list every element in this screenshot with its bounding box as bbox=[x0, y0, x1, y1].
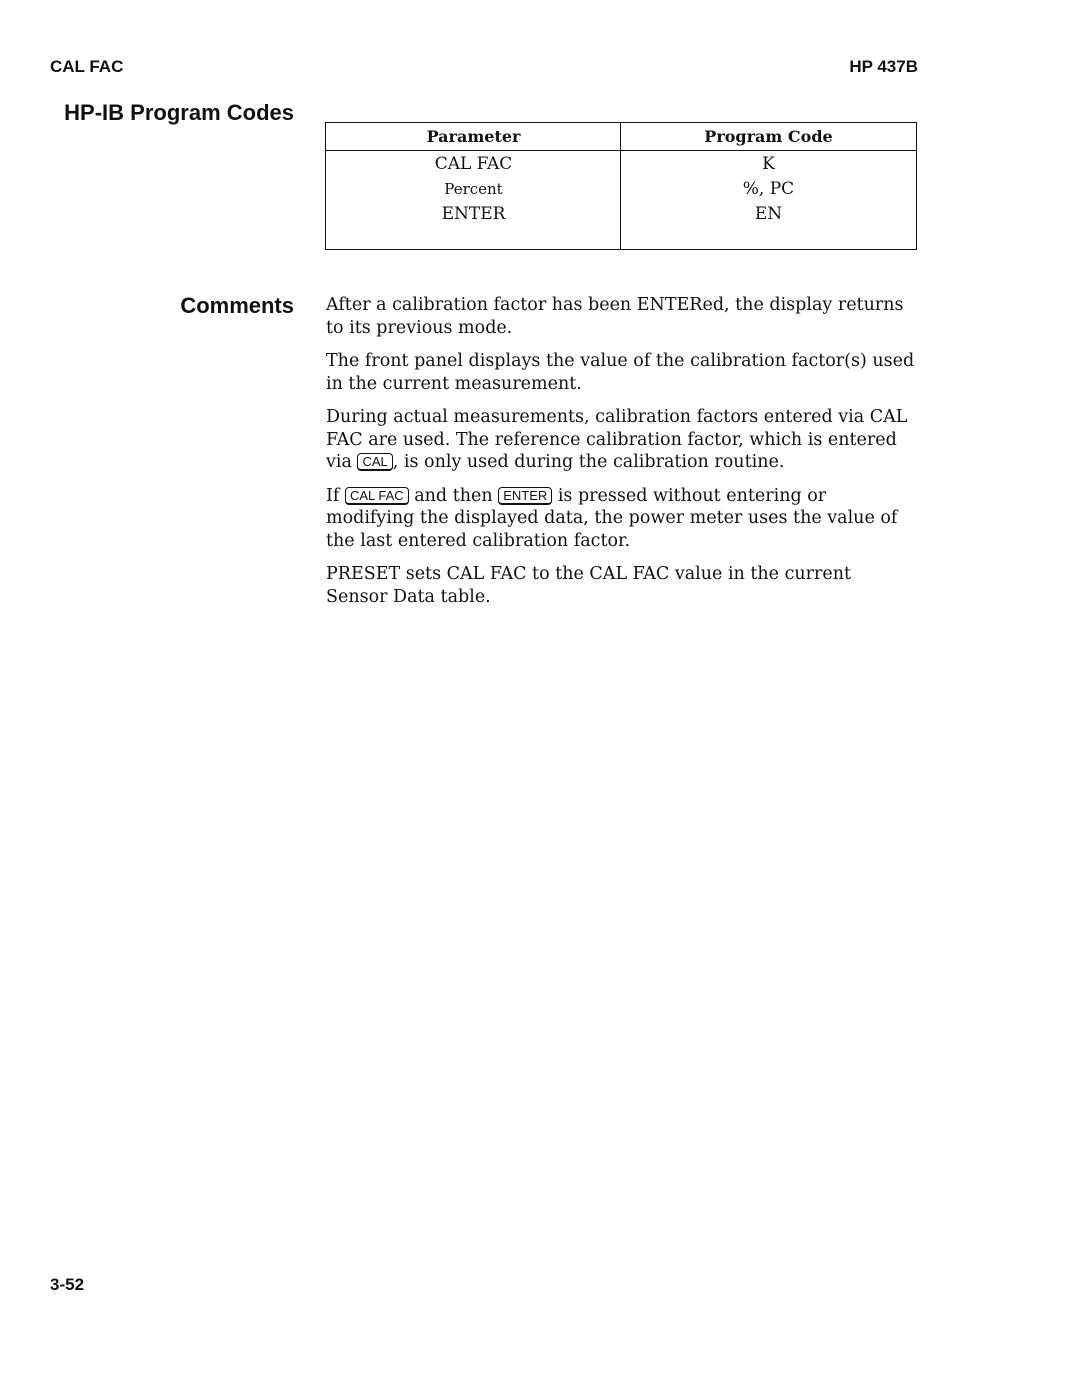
enter-key-icon: ENTER bbox=[498, 487, 552, 505]
program-code-cell: K bbox=[762, 153, 775, 174]
parameter-cell: Percent bbox=[444, 179, 503, 198]
comment-text: and then bbox=[408, 485, 499, 506]
comment-paragraph-4 bbox=[326, 485, 918, 553]
table-row bbox=[326, 151, 916, 177]
comment-paragraph-3 bbox=[326, 406, 918, 474]
running-header-right: HP 437B bbox=[849, 57, 918, 76]
table-column-divider bbox=[620, 123, 621, 249]
running-header-left: CAL FAC bbox=[50, 57, 124, 76]
program-codes-table bbox=[325, 122, 917, 250]
comments-body bbox=[326, 294, 918, 619]
comment-text: , is only used during the calibration routine. bbox=[392, 452, 785, 472]
parameter-cell: ENTER bbox=[441, 203, 506, 224]
comments-heading: Comments bbox=[180, 293, 294, 318]
comment-text: During actual measurements, calibration factors entered via CAL FAC are used. The reference calibration factor, which is entered via bbox=[326, 407, 908, 472]
comment-paragraph-1: After a calibration factor has been ENTERed, the display returns to its previous mode. bbox=[326, 295, 904, 338]
cal-key-icon: CAL bbox=[357, 453, 392, 471]
program-code-cell: EN bbox=[754, 203, 783, 224]
column-header-program-code: Program Code bbox=[621, 123, 916, 151]
cal-fac-key-icon: CAL FAC bbox=[345, 487, 409, 505]
program-code-cell: %, PC bbox=[742, 178, 795, 199]
comment-text: is pressed without entering or modifying the displayed data, the power meter uses the value of the last entered calibration factor. bbox=[326, 485, 898, 551]
comment-paragraph-2: The front panel displays the value of the calibration factor(s) used in the current measurement. bbox=[326, 351, 915, 394]
column-header-parameter: Parameter bbox=[326, 123, 621, 151]
table-header-row bbox=[326, 123, 916, 151]
comment-paragraph-5: PRESET sets CAL FAC to the CAL FAC value in the current Sensor Data table. bbox=[326, 564, 852, 607]
comment-text: If bbox=[326, 485, 345, 506]
program-codes-heading: HP-IB Program Codes bbox=[64, 100, 294, 125]
page-number: 3-52 bbox=[50, 1275, 85, 1294]
table-row bbox=[326, 176, 916, 201]
table-row bbox=[326, 201, 916, 226]
parameter-cell: CAL FAC bbox=[434, 153, 513, 174]
